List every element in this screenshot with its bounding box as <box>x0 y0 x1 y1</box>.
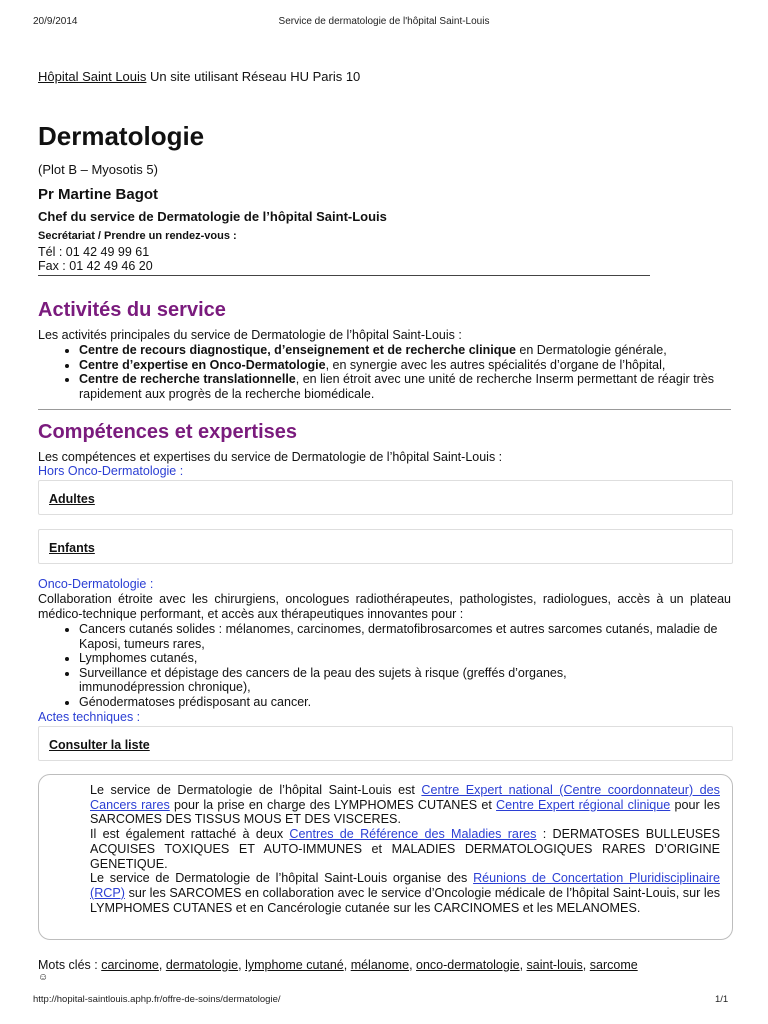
list-item: • Centre de recours diagnostique, d’enseignement et de recherche clinique en Dermatologie générale, <box>79 343 728 358</box>
activites-list <box>38 343 728 401</box>
centre-expert-national-link[interactable]: Centre Expert national (Centre coordonnateur) des Cancers rares <box>90 783 720 812</box>
section-heading-competences: Compétences et expertises <box>38 421 298 443</box>
keywords-line: Mots clés : carcinome, dermatologie, lymphome cutané, mélanome, onco-dermatologie, saint-louis, sarcome <box>38 958 638 972</box>
keyword-link[interactable]: mélanome <box>350 958 410 972</box>
enfants-toggle[interactable] <box>38 529 733 564</box>
section-heading-activites: Activités du service <box>38 299 226 321</box>
section-divider <box>38 409 731 410</box>
onco-intro: Collaboration étroite avec les chirurgiens, oncologues radiothérapeutes, pathologistes, radiologues, accès à un plateau médico-technique performant, et accès aux thérapeutiques innovantes pour : <box>38 592 731 621</box>
list-item: • Centre de recherche translationnelle, en lien étroit avec une unité de recherche Inserm permettant de réagir très rapidement aux progrès de la recherche biomédicale. <box>79 372 728 401</box>
divider-line <box>38 275 650 276</box>
site-line <box>38 69 378 84</box>
onco-list <box>38 622 728 709</box>
onco-list-wrap <box>38 622 728 709</box>
list-item: • Surveillance et dépistage des cancers de la peau des sujets à risque (greffés d’organes, immunodépression chronique), <box>79 666 728 695</box>
reference-para-1: Le service de Dermatologie de l’hôpital Saint-Louis est Centre Expert national (Centre coordonnateur) des Cancers rares pour la prise en charge des LYMPHOMES CUTANES et Centre Expert régional clinique pour les SARCOMES DES TISSUS MOUS ET DES VISCERES. <box>90 783 721 827</box>
competences-intro: Les compétences et expertises du service de Dermatologie de l’hôpital Saint-Louis : <box>38 450 503 464</box>
centre-expert-regional-link[interactable]: Centre Expert régional clinique <box>496 797 671 812</box>
activites-intro: Les activités principales du service de Dermatologie de l’hôpital Saint-Louis : <box>38 328 462 342</box>
rcp-link[interactable]: Réunions de Concertation Pluridisciplinaire (RCP) <box>90 871 720 900</box>
chief-name: Pr Martine Bagot <box>38 186 159 203</box>
keyword-link[interactable]: carcinome <box>101 958 159 972</box>
location-text: (Plot B – Myosotis 5) <box>38 162 158 177</box>
print-page-number: 1/1 <box>715 994 729 1005</box>
phone-number: Tél : 01 42 49 99 61 <box>38 245 150 259</box>
list-item: • Lymphomes cutanés, <box>79 651 728 666</box>
chief-role: Chef du service de Dermatologie de l’hôpital Saint-Louis <box>38 209 387 224</box>
keywords-label: Mots clés : <box>38 958 102 972</box>
list-item: • Cancers cutanés solides : mélanomes, carcinomes, dermatofibrosarcomes et autres sarcomes cutanés, maladie de Kaposi, tumeurs rares, <box>79 622 728 651</box>
reference-box <box>38 774 733 940</box>
secretariat-label: Secrétariat / Prendre un rendez-vous : <box>38 230 237 242</box>
reference-para-3: Le service de Dermatologie de l’hôpital Saint-Louis organise des Réunions de Concertation Pluridisciplinaire (RCP) sur les SARCOMES en collaboration avec le service d’Oncologie médicale de l’hôpital Saint-Louis, sur les LYMPHOMES CUTANES et en Cancérologie cutanée sur les CARCINOMES et les MELANOMES. <box>90 871 720 915</box>
list-item: • Centre d’expertise en Onco-Dermatologie, en synergie avec les autres spécialités d’organe de l’hôpital, <box>79 358 728 373</box>
site-description: Un site utilisant Réseau HU Paris 10 <box>146 69 361 84</box>
contact-block <box>38 245 153 273</box>
keyword-link[interactable]: sarcome <box>589 958 638 972</box>
list-item: • Génodermatoses prédisposant au cancer. <box>79 695 728 710</box>
print-url: http://hopital-saintlouis.aphp.fr/offre-de-soins/dermatologie/ <box>33 994 281 1005</box>
activites-list-wrap <box>38 343 728 401</box>
centres-reference-link[interactable]: Centres de Référence des Maladies rares <box>289 827 537 842</box>
adultes-toggle[interactable] <box>38 480 733 515</box>
adultes-label[interactable]: Adultes <box>49 492 95 506</box>
hors-onco-label: Hors Onco-Dermatologie : <box>38 464 184 478</box>
actes-label: Actes techniques : <box>38 710 141 724</box>
site-home-link[interactable]: Hôpital Saint Louis <box>38 69 147 84</box>
keyword-link[interactable]: onco-dermatologie <box>416 958 520 972</box>
reference-para-2: Il est également rattaché à deux Centres de Référence des Maladies rares : DERMATOSES BULLEUSES ACQUISES TOXIQUES ET AUTO-IMMUNES et MALADIES DERMATOLOGIQUES RARES D’ORIGINE GENETIQUE. <box>90 827 720 871</box>
keyword-link[interactable]: dermatologie <box>165 958 239 972</box>
onco-label: Onco-Dermatologie : <box>38 577 154 591</box>
keyword-link[interactable]: lymphome cutané <box>245 958 344 972</box>
fax-number: Fax : 01 42 49 46 20 <box>38 259 153 273</box>
enfants-label[interactable]: Enfants <box>49 541 95 555</box>
reference-text <box>90 783 720 915</box>
consulter-toggle[interactable] <box>38 726 733 761</box>
page-title: Dermatologie <box>38 121 205 151</box>
smiley-icon: ☺ <box>38 972 49 983</box>
print-date: 20/9/2014 <box>33 16 78 27</box>
keyword-link[interactable]: saint-louis <box>526 958 583 972</box>
consulter-label[interactable]: Consulter la liste <box>49 738 150 752</box>
print-title: Service de dermatologie de l'hôpital Saint-Louis <box>278 16 490 27</box>
